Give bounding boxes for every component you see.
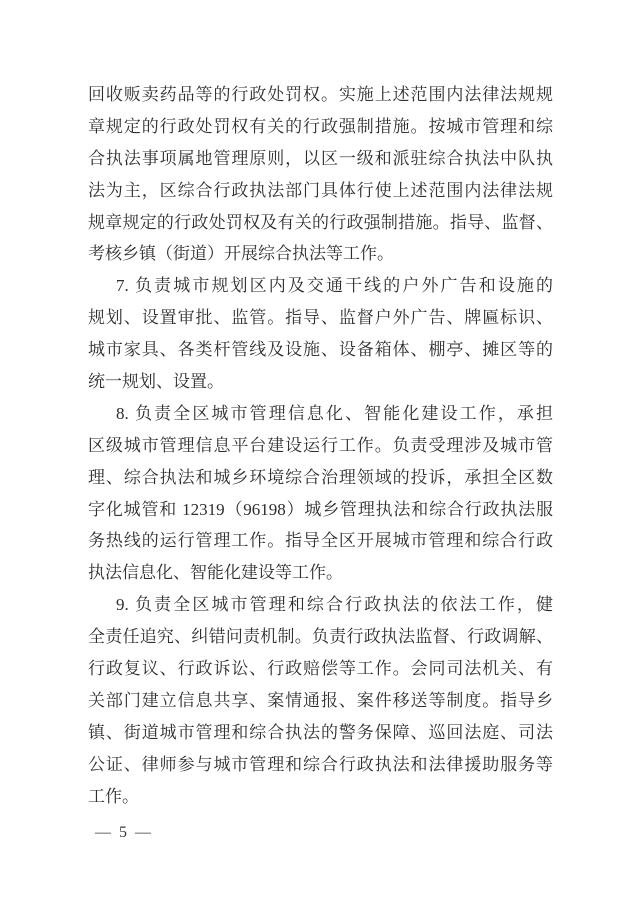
text-line: 关部门建立信息共享、案情通报、案件移送等制度。指导乡 [88,690,553,710]
paragraph [88,589,553,812]
text-line: 镇、街道城市管理和综合执法的警务保障、巡回法庭、司法 [88,722,553,742]
text-line: 理、综合执法和城乡环境综合治理领域的投诉，承担全区数 [88,467,553,487]
text-line: 行政复议、行政诉讼、行政赔偿等工作。会同司法机关、有 [88,659,553,679]
text-line: 章规定的行政处罚权有关的行政强制措施。按城市管理和综 [88,116,553,136]
text-line: 合执法事项属地管理原则，以区一级和派驻综合执法中队执 [88,148,553,168]
paragraph [88,79,553,270]
paragraph [88,398,553,589]
text-line: 区级城市管理信息平台建设运行工作。负责受理涉及城市管 [88,435,553,455]
paragraph [88,270,553,398]
text-line: 7. 负责城市规划区内及交通干线的户外广告和设施的 [116,276,553,296]
text-line: 公证、律师参与城市管理和综合行政执法和法律援助服务等 [88,754,553,774]
page-number: — 5 — [95,824,153,841]
text-line: 务热线的运行管理工作。指导全区开展城市管理和综合行政 [88,531,553,551]
text-line: 城市家具、各类杆管线及设施、设备箱体、棚亭、摊区等的 [88,340,553,360]
text-line: 规章规定的行政处罚权及有关的行政强制措施。指导、监督、 [88,212,553,232]
text-line: 回收贩卖药品等的行政处罚权。实施上述范围内法律法规规 [88,85,553,104]
text-line: 考核乡镇（街道）开展综合执法等工作。 [88,244,394,264]
text-line: 字化城管和 12319（96198）城乡管理执法和综合行政执法服 [88,499,553,519]
text-line: 9. 负责全区城市管理和综合行政执法的依法工作，健 [116,595,553,615]
document-body [88,79,553,812]
text-line: 执法信息化、智能化建设等工作。 [88,563,343,583]
text-line: 全责任追究、纠错问责机制。负责行政执法监督、行政调解、 [88,627,553,647]
text-line: 统一规划、设置。 [88,372,224,392]
text-line: 工作。 [88,786,139,806]
text-line: 规划、设置审批、监管。指导、监督户外广告、牌匾标识、 [88,308,553,328]
text-line: 法为主，区综合行政执法部门具体行使上述范围内法律法规 [88,180,553,200]
text-line: 8. 负责全区城市管理信息化、智能化建设工作，承担 [116,403,553,423]
